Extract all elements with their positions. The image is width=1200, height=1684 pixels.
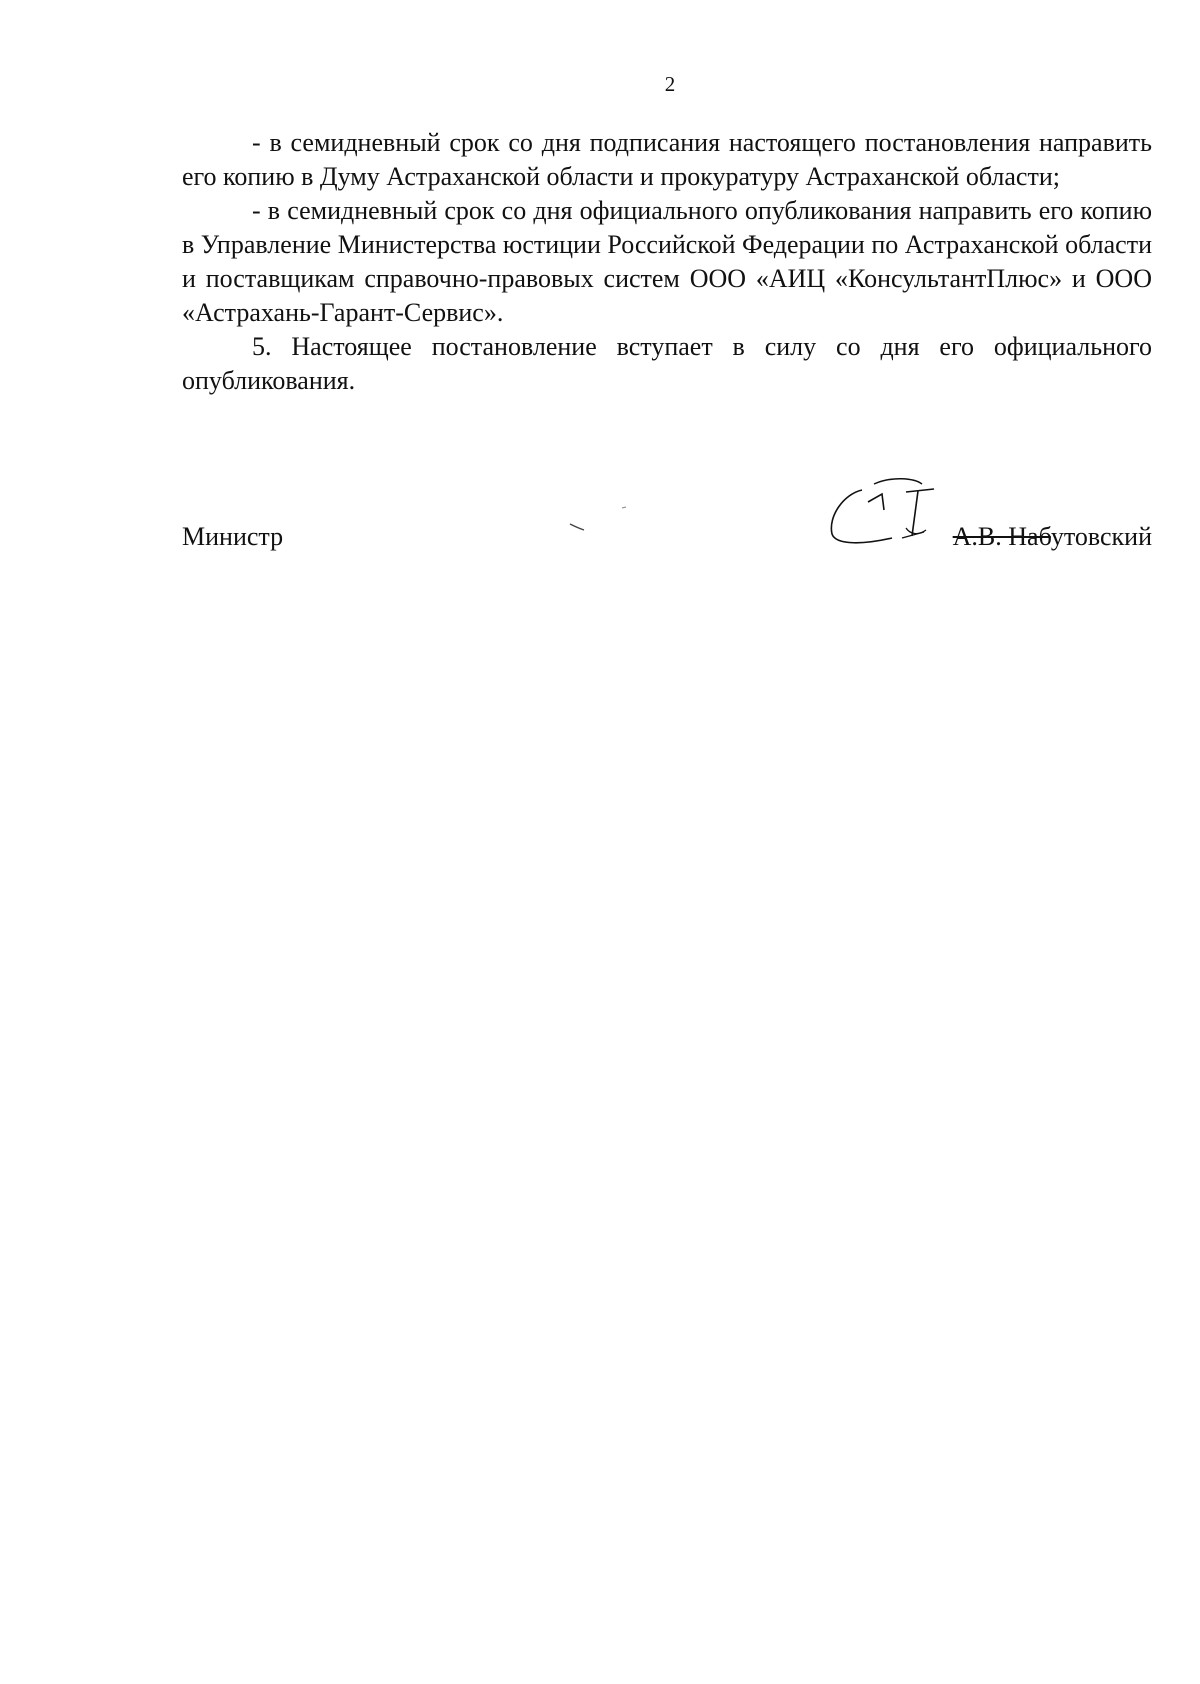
signer-name-rest: утовский — [1050, 522, 1152, 551]
paragraph-effective-date: 5. Настоящее постановление вступает в силу со дня его официального опубликования. — [182, 332, 1152, 395]
page-number: 2 — [664, 72, 676, 96]
signer-name — [953, 522, 1152, 552]
paragraph-send-to-duma: - в семидневный срок со дня подписания настоящего постановления направить его копию в Думу Астраханской области и прокуратуру Астраханской области; — [182, 128, 1152, 191]
paragraph-send-to-ministry: - в семидневный срок со дня официального опубликования направить его копию в Управление Министерства юстиции Российской Федерации по Астраханской области и поставщикам справочно-правовых систем ООО «АИЦ «КонсультантПлюс» и ООО «Астрахань-Гарант-Сервис». — [182, 196, 1152, 327]
document-body — [182, 126, 1152, 398]
signer-name-struck: А.В. Наб — [952, 522, 1051, 551]
handwritten-signature — [822, 472, 952, 567]
scan-artifact — [562, 502, 652, 542]
signer-position: Министр — [182, 522, 284, 551]
signature-block — [182, 512, 1152, 572]
